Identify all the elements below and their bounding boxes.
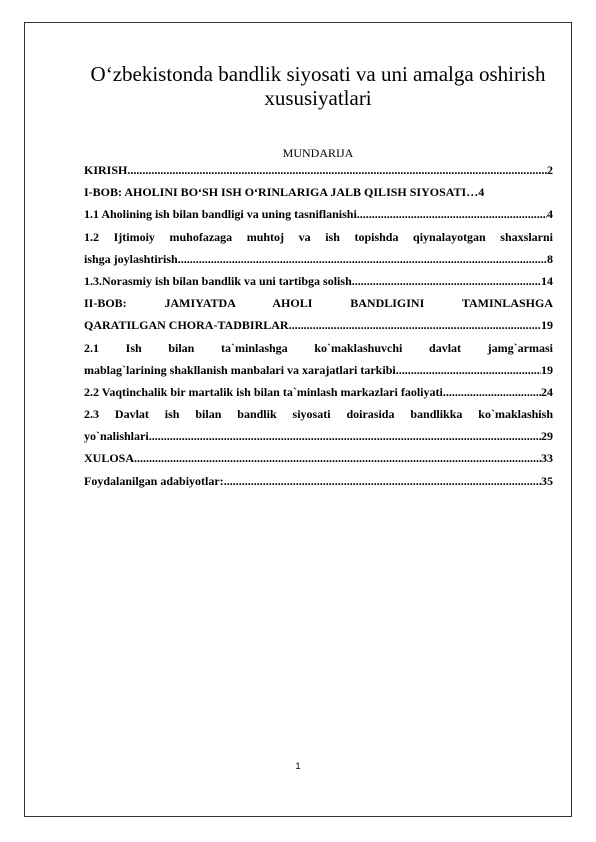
toc-entry-text: yo`nalishlari [84, 429, 149, 444]
toc-entry-xulosa[interactable] [84, 447, 553, 469]
page-number: 1 [295, 761, 301, 771]
toc-entry-adabiyotlar[interactable] [84, 470, 553, 492]
toc-entry-2-3-line1[interactable]: 2.3 Davlat ish bilan bandlik siyosati doirasida bandlikka ko`maklashish [84, 407, 553, 422]
toc-entry-text: QARATILGAN CHORA-TADBIRLAR [84, 318, 289, 333]
toc-leader-dots [178, 248, 547, 270]
toc-page-number: 35 [541, 473, 553, 488]
toc-entry-1-2-line2[interactable] [84, 248, 553, 270]
toc-page-number: 29 [541, 429, 553, 444]
toc-entry-bob1[interactable] [84, 181, 553, 203]
toc-page-number: 14 [541, 273, 553, 288]
toc-leader-dots [443, 381, 541, 403]
toc-entry-text: I-BOB: AHOLINI BO‘SH ISH O‘RINLARIGA JALB QILISH SIYOSATI…4 [84, 185, 485, 200]
toc-entry-1-1[interactable] [84, 203, 553, 225]
toc-entry-text: ishga joylashtirish [84, 251, 178, 266]
toc-entry-bob2-line2[interactable] [84, 314, 553, 336]
toc-entry-2-1-line1[interactable]: 2.1 Ish bilan ta`minlashga ko`maklashuvchi davlat jamg`armasi [84, 340, 553, 355]
toc-page-number: 19 [541, 318, 553, 333]
toc-entry-2-1-line2[interactable] [84, 359, 553, 381]
toc-heading: MUNDARIJA [282, 146, 354, 160]
toc-entry-kirish[interactable] [84, 159, 553, 181]
toc-page-number: 8 [547, 251, 553, 266]
toc-entry-text: mablag`larining shakllanish manbalari va xarajatlari tarkibi [84, 362, 396, 377]
toc-leader-dots [357, 203, 547, 225]
toc-entry-2-2[interactable] [84, 381, 553, 403]
toc-entry-1-3[interactable] [84, 270, 553, 292]
toc-entry-2-3-line2[interactable] [84, 425, 553, 447]
toc-leader-dots [289, 314, 541, 336]
toc-entry-text: 2.2 Vaqtinchalik bir martalik ish bilan ta`minlash markazlari faoliyati [84, 384, 443, 399]
toc-page-number: 2 [547, 163, 553, 177]
toc-page-number: 4 [547, 207, 553, 222]
toc-entry-text: XULOSA [84, 451, 135, 466]
toc-page-number: 33 [541, 451, 553, 466]
toc-leader-dots [352, 270, 541, 292]
toc-leader-dots [149, 425, 541, 447]
toc-entry-bob2-line1[interactable]: II-BOB: JAMIYATDA AHOLI BANDLIGINI TAMINLASHGA [84, 296, 553, 311]
toc-page-number: 19 [541, 362, 553, 377]
table-of-contents [84, 159, 553, 492]
toc-entry-1-2-line1[interactable]: 1.2 Ijtimoiy muhofazaga muhtoj va ish topishda qiynalayotgan shaxslarni [84, 229, 553, 244]
toc-entry-text: Foydalanilgan adabiyotlar: [84, 473, 224, 488]
toc-leader-dots [224, 470, 541, 492]
toc-leader-dots [127, 159, 547, 181]
toc-entry-text: KIRISH [84, 163, 128, 177]
toc-entry-text: 1.1 Aholining ish bilan bandligi va uning tasniflanishi [84, 207, 357, 222]
document-title: O‘zbekistonda bandlik siyosati va uni amalga oshirish xususiyatlari [90, 62, 546, 110]
toc-page-number: 24 [541, 384, 553, 399]
toc-entry-text: 1.3.Norasmiy ish bilan bandlik va uni tartibga solish [84, 273, 352, 288]
toc-leader-dots [396, 359, 541, 381]
toc-leader-dots [134, 447, 541, 469]
